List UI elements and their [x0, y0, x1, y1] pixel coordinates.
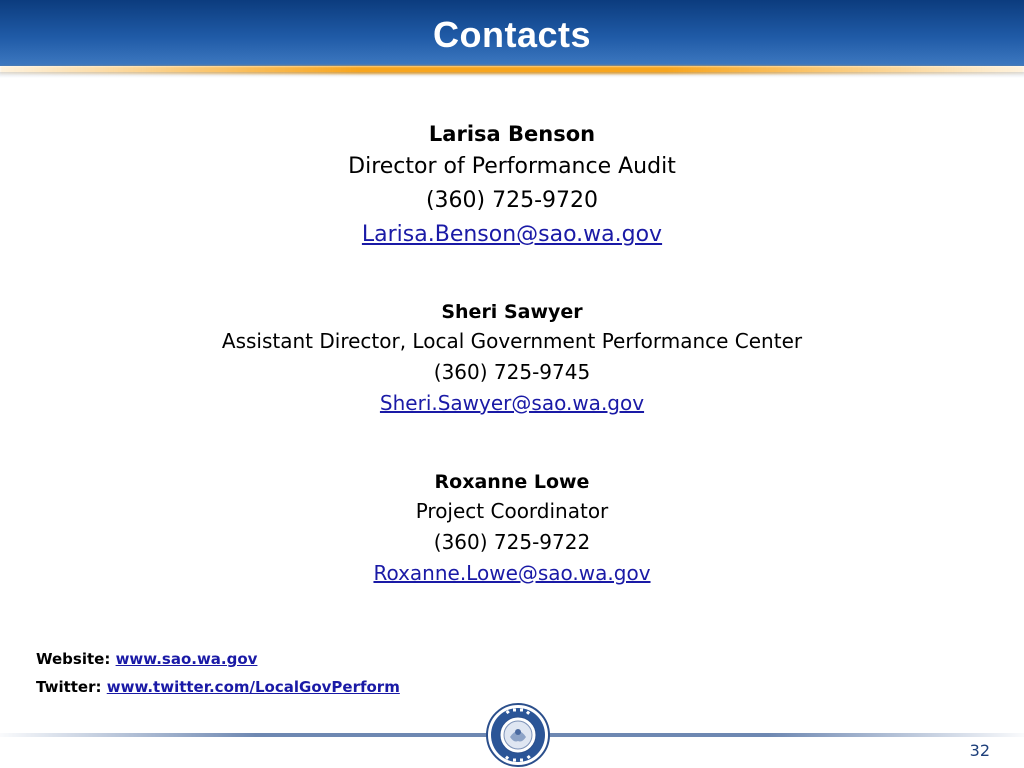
contact-email-link[interactable]: Roxanne.Lowe@sao.wa.gov [373, 561, 651, 585]
website-link[interactable]: www.sao.wa.gov [115, 650, 258, 668]
website-row [36, 645, 400, 673]
contact-role: Project Coordinator [415, 499, 609, 523]
state-auditor-seal-icon [486, 703, 550, 767]
contact-name: Roxanne Lowe [434, 471, 590, 493]
header-shadow [0, 72, 1024, 78]
external-links [36, 645, 400, 701]
twitter-label: Twitter: [36, 678, 102, 696]
page-number: 32 [969, 741, 990, 760]
website-label: Website: [36, 650, 111, 668]
twitter-link[interactable]: www.twitter.com/LocalGovPerform [106, 678, 400, 696]
contact-role: Director of Performance Audit [348, 154, 676, 179]
contact-card-larisa-benson [0, 118, 1024, 252]
contact-card-sheri-sawyer [0, 298, 1024, 419]
contact-phone: (360) 725-9722 [433, 530, 591, 554]
twitter-row [36, 673, 400, 701]
contact-email-link[interactable]: Sheri.Sawyer@sao.wa.gov [379, 391, 645, 415]
slide-title: Contacts [432, 14, 592, 55]
contact-name: Sheri Sawyer [441, 301, 583, 323]
contact-email-link[interactable]: Larisa.Benson@sao.wa.gov [361, 222, 663, 247]
contact-card-roxanne-lowe [0, 468, 1024, 589]
contact-name: Larisa Benson [428, 122, 596, 146]
contact-phone: (360) 725-9745 [433, 360, 591, 384]
contact-role: Assistant Director, Local Government Performance Center [221, 329, 803, 353]
contact-phone: (360) 725-9720 [425, 188, 599, 213]
